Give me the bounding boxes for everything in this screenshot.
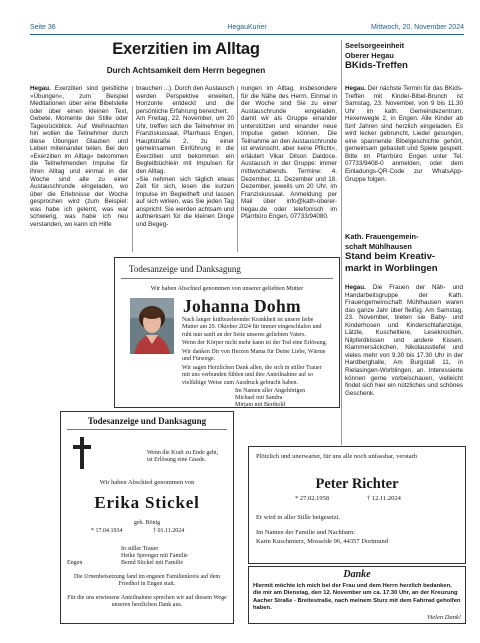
col1-text: Exerzitien sind geistliche »Übungen«, zum Beispiel Meditationen über eine Bibelstelle oder über einen kleinen Text, Gebete, Momente der Stille oder Tagesrückblick. Auf Weihnachten hin wollen die Teilnehmer durch diese Übungen Glauben und Leben miteinander teilen. Bei den »Exerzitien im Alltag« bekommen die Teilnehmenden Impulse für ihren Alltag und einmal in der Woche sind alle zu einer Austauschrunde eingeladen, wo über die Erlebnisse der Woche gesprochen wird (zum Beispiel: was habe ich gelernt, was war schwierig, was habe ich neu verstanden, wo kann ich Hilfe xyxy=(30,85,128,228)
deceased-name: Peter Richter xyxy=(315,476,399,492)
thank-you-notice xyxy=(248,566,466,624)
family-line: Im Namen der Familie und Nachbarn: xyxy=(256,529,356,536)
issue-date: Mittwoch, 20. November 2024 xyxy=(371,24,464,31)
place: Engen xyxy=(67,560,83,566)
mourner: Bernd Stickel mit Familie xyxy=(121,560,184,566)
obituary-intro: Wir haben Abschied genommen von unserer geliebten Mutter xyxy=(150,285,304,292)
dateline: Hegau. xyxy=(30,85,51,92)
bkids-kicker2: Oberer Hegau xyxy=(345,50,394,60)
obituary-paragraph: Nach langer kräftezehrender Krankheit ist unsere liebe Mutter am 29. Oktober 2024 für immer eingeschlafen und ruht nun sanft an der Seite unseres geliebten Vaters. xyxy=(182,317,322,338)
burial-line: Er wird in aller Stille beigesetzt. xyxy=(256,514,341,521)
kfd-kicker2: schaft Mühlhausen xyxy=(345,241,412,251)
main-article-col1 xyxy=(30,85,128,228)
kfd-headline1: Stand beim Kreativ- xyxy=(345,251,436,262)
death-date: † 12.11.2024 xyxy=(367,495,401,502)
newspaper-name: HegauKurier xyxy=(227,24,267,31)
col2-para2: Am Freitag, 22. November, um 20 Uhr, treffen sich die Teilnehmer im Franziskussaal, Pfarrhaus Engen, Hauptstraße 2, zu einer gemeinsamen Einführung in die Exerzitien und bekommen ein Begleitbüchlein mit Impulsen für den Alltag. xyxy=(136,115,234,176)
obituary-stickel xyxy=(60,411,234,624)
main-article-heading xyxy=(88,38,284,75)
main-subheadline: Durch Achtsamkeit dem Herrn begegnen xyxy=(106,66,266,75)
divider xyxy=(121,278,333,279)
signature-line: Mirjam mit Berthold xyxy=(235,402,285,408)
bkids-headline: BKids-Treffen xyxy=(345,60,408,71)
bkids-article-body xyxy=(345,85,463,183)
column-divider xyxy=(237,86,238,252)
mourner: Heike Sprenger mit Familie xyxy=(121,553,188,559)
obituary-intro: Wir haben Abschied genommen von xyxy=(99,479,195,486)
header-rule xyxy=(30,34,464,35)
col2-para1: brauchen ...). Durch den Austausch werden Perspektive erweitert, Horizonte entdeckt und die persönliche Erfahrung bereichert. xyxy=(136,85,234,115)
obituary-richter xyxy=(248,446,466,564)
signature-intro: Im Namen aller Angehörigen xyxy=(235,388,306,394)
obituary-paragraph: Wir sagen Herzlichen Dank allen, die sich in stiller Trauer mit uns verbunden fühlen und ihre Anteilnahme auf so vielfältige Weise zum Ausdruck gebracht haben. xyxy=(182,365,322,386)
main-article-col3 xyxy=(241,85,337,221)
kfd-text: Die Frauen der Näh- und Handarbeitsgruppe der Kath. Frauengemeinschaft Mühlhausen waren das ganze Jahr über fleißig. Am Samstag, 23. November, bieten sie Baby- und Kinderhosen und Kinderschlafanzüge, Lätzle, Kuscheltiere, Leseknochen, Nilpferdkissen und andere Kissen, Klammersäckchen, Nikolausstiefel und vieles mehr von 9.30 bis 17.30 Uhr in der Hardberghalle, Am Burgstall 11, in Rielasingen-Worblingen, an. Interessierte können gerne vorbeischauen, vielleicht findet sich hier ein nützliches und schönes Geschenk. xyxy=(345,284,463,397)
deceased-name: Erika Stickel xyxy=(94,493,200,512)
dateline: Hegau. xyxy=(345,284,366,291)
obituary-title: Todesanzeige und Danksagung xyxy=(129,264,241,274)
right-column-divider xyxy=(341,40,342,445)
notice-signature: Vielen Dank! xyxy=(427,614,461,621)
main-headline: Exerzitien im Alltag xyxy=(112,40,260,58)
obituary-paragraph: Wir danken Dir von Herzen Mama für Deine Liebe, Wärme und Fürsorge. xyxy=(182,349,326,363)
kfd-heading xyxy=(345,232,463,275)
bkids-kicker1: Seelsorgeeinheit xyxy=(345,41,405,50)
dateline: Hegau. xyxy=(345,85,366,92)
notice-text: Hiermit möchte ich mich bei der Frau und dem Herrn herzlich bedanken, die mir am Dienstag, den 12. November um ca. 17.30 Uhr, an der Kreuzung Aacher Straße - Breitestraße, nach meinem Sturz mit dem Fahrrad geholfen haben. xyxy=(253,583,461,612)
obituary-intro: Plötzlich und unerwartet, für uns alle noch unfassbar, verstarb xyxy=(256,453,418,460)
burial-note: Die Urnenbeisetzung fand im engsten Familienkreis auf dem Friedhof in Engen statt. xyxy=(73,574,221,587)
bkids-heading xyxy=(345,41,463,72)
birth-date: * 27.02.1958 xyxy=(295,495,330,502)
kfd-article-body xyxy=(345,284,463,397)
kfd-headline2: markt in Worblingen xyxy=(345,263,438,275)
birth-name: geb. Bönig xyxy=(133,520,161,526)
deceased-name: Johanna Dohm xyxy=(183,296,301,316)
thanks-note: Für die uns erwiesene Anteilnahme sprechen wir auf diesem Wege unseren herzlichen Dank aus. xyxy=(67,595,227,608)
cross-icon xyxy=(71,437,93,474)
obituary-title: Todesanzeige und Danksagung xyxy=(87,416,207,426)
col2-para3: »Sie nehmen sich täglich etwas Zeit für sich, lesen die kurzen Impulse im Begleitheft und lassen auf sich wirken, was Sie jeden Tag anspricht. Sie werden achtsam und aufmerksam für die kleinen Dinge und Begeg- xyxy=(136,175,234,228)
bkids-text: Der nächste Termin für das BKids-Treffen mit Kinder-Bibel-Brunch ist Samstag, 23. November, von 9 bis 11.30 Uhr im kath. Gemeindezentrum, Hexenwegle 2, in Engen. Alle Kinder ab fünf Jahren sind herzlich eingeladen. Es wird lecker gebruncht, Lieder gesungen, eine spannende Bibelgeschichte gehört, gemeinsam gebastelt und Spiele gespielt. Bitte im Pfarrbüro Engen unter Tel. 07733/9408-0 anmelden, oder dem Einladungs-QR-Code zur WhatsApp-Gruppe folgen. xyxy=(345,85,463,183)
death-date: † 01.11.2024 xyxy=(153,528,185,534)
quote-line: ist Erlösung eine Gnade. xyxy=(147,457,206,463)
address-line: Karin Kuschmierz, Mosselde 96, 44357 Dortmund xyxy=(256,538,388,545)
main-article-col2 xyxy=(136,85,234,228)
obituary-dohm xyxy=(114,257,340,408)
page-number: Seite 36 xyxy=(30,24,56,31)
column-divider xyxy=(132,86,133,252)
obituary-paragraph: Wenn der Körper nicht mehr kann ist der Tod eine Erlösung. xyxy=(182,340,328,346)
quote-line: Wenn die Kraft zu Ende geht, xyxy=(147,450,219,456)
page-header xyxy=(30,22,464,34)
birth-date: * 17.04.1934 xyxy=(91,528,123,534)
kfd-kicker1: Kath. Frauengemein- xyxy=(345,232,419,241)
notice-title: Danke xyxy=(343,569,371,580)
col3-text: nungen im Alltag, insbesondere für die Nähe des Herrn. Einmal in der Woche sind Sie zu einer Austauschrunde eingeladen, damit wir als Gruppe einander unterstützen und einander neue Impulse geben können. Die Teilnahme an den Austauschrunde ist erwünscht, aber keine Pflicht«, erläutert Vikar Dilson Daldoce. Austausch in der Gruppe: immer mittwochabends. Termine: 4. Dezember, 11. Dezember und 18. Dezember, jeweils um 20 Uhr, im Franziskussaal. Anmeldung per Mail über info@kath-oberer-hegau.de oder telefonisch im Pfarrbüro Engen, 07733/94080. xyxy=(241,85,337,221)
signature-line: Michael mit Sandra xyxy=(235,395,283,401)
divider xyxy=(67,429,227,430)
portrait-photo xyxy=(130,298,174,354)
mourning-line: In stiller Trauer xyxy=(121,546,159,552)
